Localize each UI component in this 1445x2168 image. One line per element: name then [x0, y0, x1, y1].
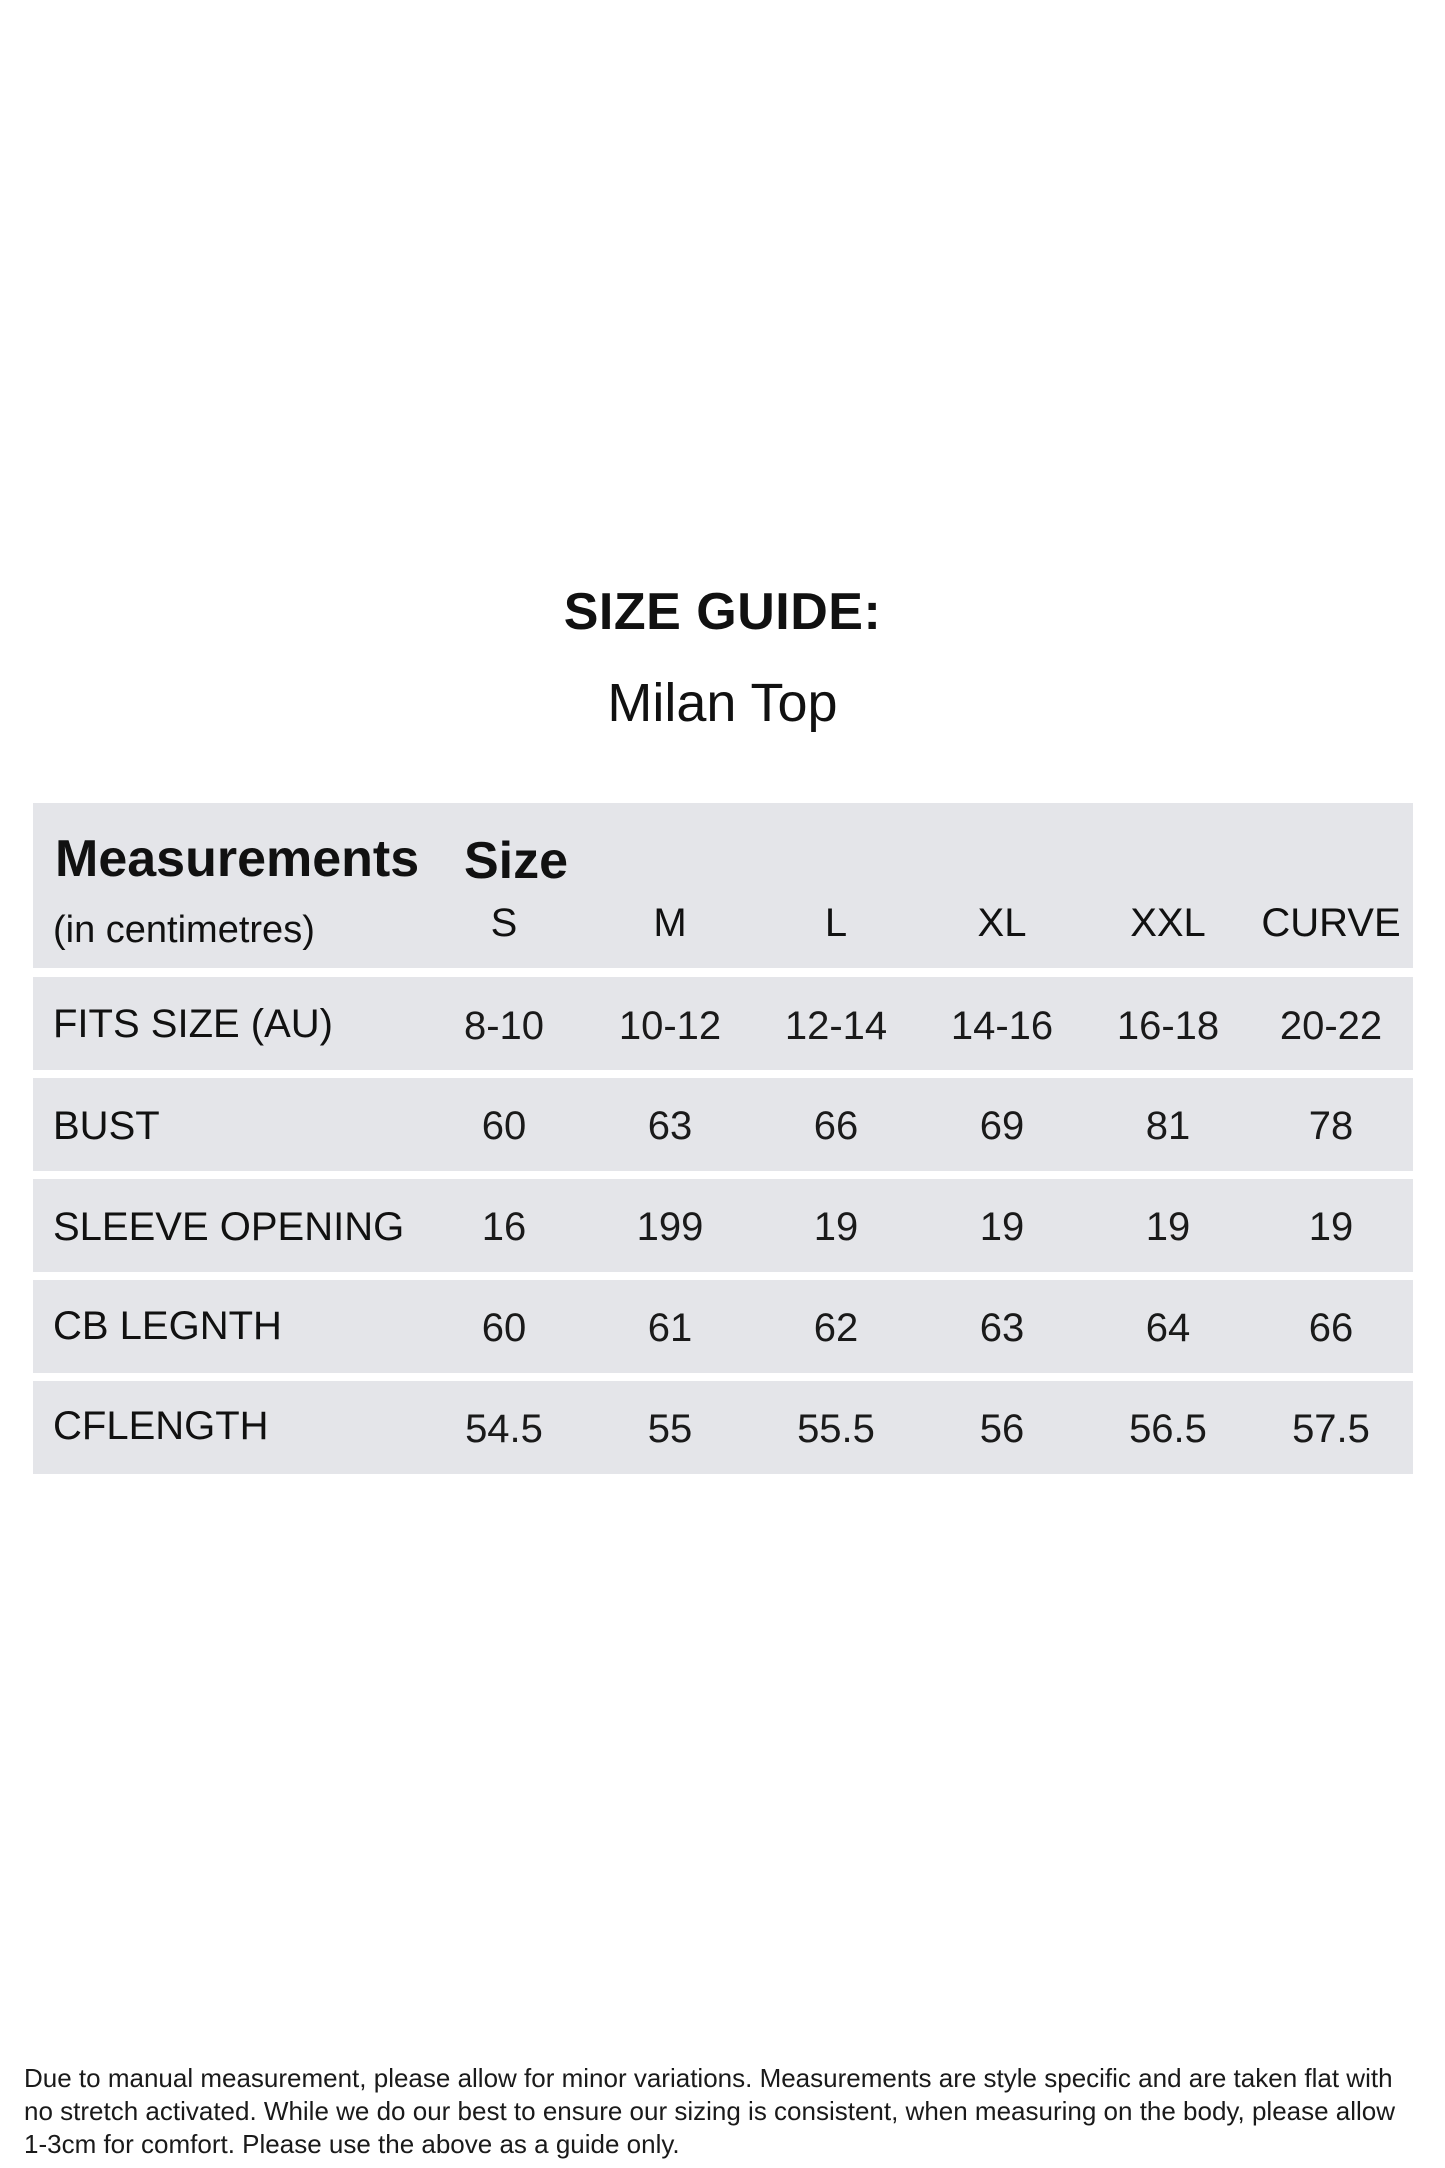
units-label: (in centimetres) [53, 909, 315, 951]
table-cell: 16-18 [1116, 1004, 1220, 1048]
row-label: CFLENGTH [53, 1404, 269, 1448]
table-row [33, 1179, 1413, 1272]
size-column-s: S [490, 901, 518, 945]
table-cell: 55 [647, 1407, 693, 1451]
size-column-l: L [824, 901, 848, 945]
table-cell: 63 [647, 1104, 693, 1148]
table-row [33, 1381, 1413, 1474]
table-cell: 63 [979, 1306, 1025, 1350]
size-heading: Size [464, 832, 569, 890]
table-cell: 56 [979, 1407, 1025, 1451]
table-cell: 60 [481, 1306, 527, 1350]
size-column-xl: XL [977, 901, 1027, 945]
row-label: BUST [53, 1104, 160, 1148]
table-cell: 19 [1145, 1205, 1191, 1249]
table-header [33, 803, 1413, 968]
table-cell: 19 [813, 1205, 859, 1249]
table-cell: 56.5 [1129, 1407, 1207, 1451]
table-cell: 61 [647, 1306, 693, 1350]
table-row [33, 1078, 1413, 1171]
table-cell: 8-10 [463, 1004, 545, 1048]
page-title: SIZE GUIDE: [563, 583, 882, 641]
table-cell: 64 [1145, 1306, 1191, 1350]
table-cell: 19 [1308, 1205, 1354, 1249]
table-cell: 199 [636, 1205, 704, 1249]
measurements-heading: Measurements [55, 830, 420, 888]
row-label: CB LEGNTH [53, 1304, 282, 1348]
table-row [33, 977, 1413, 1070]
table-cell: 66 [813, 1104, 859, 1148]
row-label: SLEEVE OPENING [53, 1205, 405, 1249]
table-cell: 81 [1145, 1104, 1191, 1148]
table-cell: 12-14 [784, 1004, 888, 1048]
table-cell: 57.5 [1292, 1407, 1370, 1451]
table-cell: 66 [1308, 1306, 1354, 1350]
table-cell: 54.5 [465, 1407, 543, 1451]
table-cell: 69 [979, 1104, 1025, 1148]
table-cell: 16 [481, 1205, 527, 1249]
disclaimer-note: Due to manual measurement, please allow for minor variations. Measurements are style specific and are taken flat with no stretch activated. While we do our best to ensure our sizing is consistent, when measuring on the body, please allow 1-3cm for comfort. Please use the above as a guide only. [24, 2063, 1396, 2159]
table-cell: 60 [481, 1104, 527, 1148]
table-cell: 10-12 [618, 1004, 722, 1048]
product-name: Milan Top [607, 673, 838, 733]
table-cell: 19 [979, 1205, 1025, 1249]
table-cell: 20-22 [1279, 1004, 1383, 1048]
size-column-m: M [653, 901, 687, 945]
row-label: FITS SIZE (AU) [53, 1002, 333, 1046]
table-row [33, 1280, 1413, 1373]
table-cell: 62 [813, 1306, 859, 1350]
table-cell: 14-16 [950, 1004, 1054, 1048]
table-cell: 55.5 [797, 1407, 875, 1451]
table-cell: 78 [1308, 1104, 1354, 1148]
size-column-xxl: XXL [1130, 901, 1206, 945]
size-column-curve: CURVE [1261, 901, 1401, 945]
